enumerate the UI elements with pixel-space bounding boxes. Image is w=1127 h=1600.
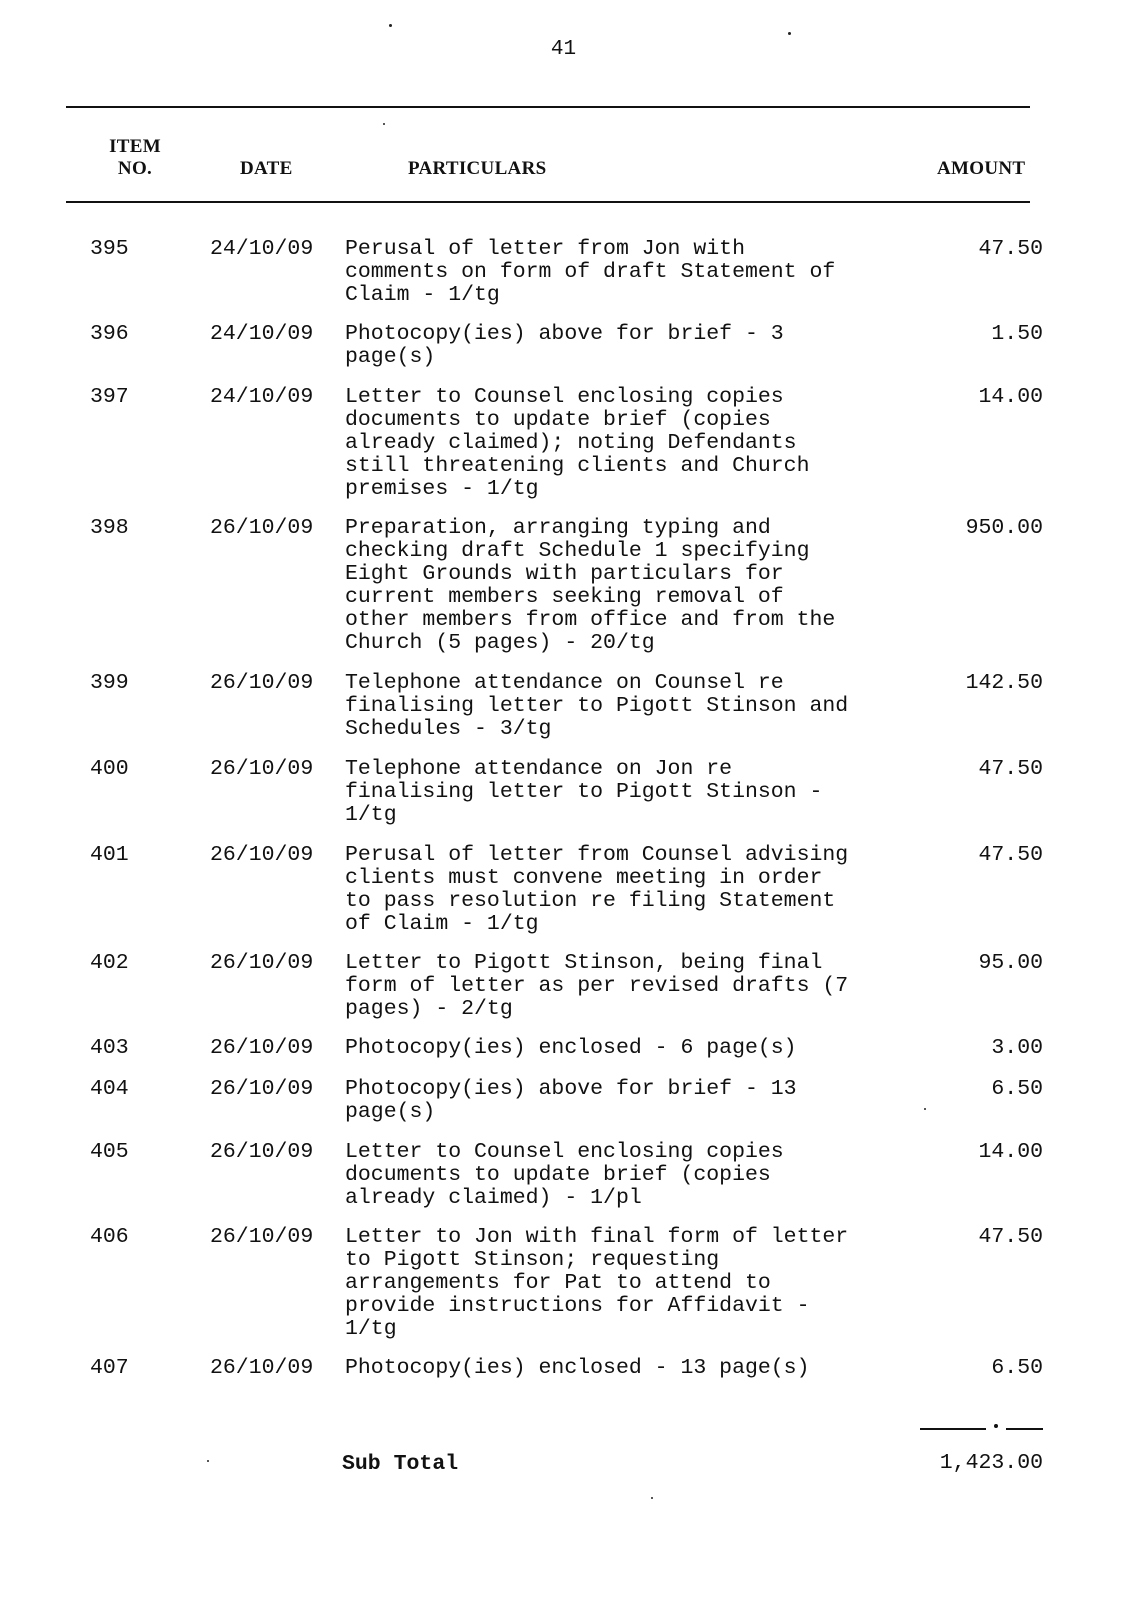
- item-number: 396: [90, 322, 129, 346]
- item-date: 24/10/09: [210, 237, 314, 261]
- item-date: 26/10/09: [210, 516, 314, 540]
- item-number: 400: [90, 757, 129, 781]
- item-date: 26/10/09: [210, 1140, 314, 1164]
- item-amount: 47.50: [978, 237, 1043, 261]
- item-particulars: Letter to Jon with final form of letter to Pigott Stinson; requesting arrangements for Pat to attend to provide instructions for Affidavit - 1/tg: [345, 1225, 849, 1341]
- header-amount: AMOUNT: [937, 158, 1026, 179]
- item-amount: 6.50: [991, 1356, 1043, 1380]
- item-date: 26/10/09: [210, 1356, 314, 1380]
- item-particulars: Photocopy(ies) above for brief - 13 page(s): [345, 1077, 797, 1124]
- item-number: 402: [90, 951, 129, 975]
- item-number: 397: [90, 385, 129, 409]
- item-date: 24/10/09: [210, 322, 314, 346]
- item-amount: 14.00: [978, 1140, 1043, 1164]
- item-number: 401: [90, 843, 129, 867]
- header-item-line1: ITEM: [109, 136, 161, 157]
- subtotal-rule-dot: [994, 1424, 998, 1428]
- item-particulars: Perusal of letter from Counsel advising clients must convene meeting in order to pass resolution re filing Statement of Claim - 1/tg: [345, 843, 849, 936]
- subtotal-rule-end: [1006, 1428, 1043, 1430]
- item-date: 26/10/09: [210, 671, 314, 695]
- scan-speck: [788, 32, 791, 35]
- subtotal-label: Sub Total: [342, 1452, 459, 1476]
- item-particulars: Photocopy(ies) enclosed - 6 page(s): [345, 1036, 797, 1060]
- item-amount: 6.50: [991, 1077, 1043, 1101]
- item-amount: 3.00: [991, 1036, 1043, 1060]
- item-date: 26/10/09: [210, 951, 314, 975]
- item-amount: 142.50: [965, 671, 1043, 695]
- item-amount: 95.00: [978, 951, 1043, 975]
- item-date: 26/10/09: [210, 843, 314, 867]
- header-top-rule: [66, 106, 1030, 108]
- item-number: 405: [90, 1140, 129, 1164]
- header-item-no: [100, 136, 170, 180]
- scan-speck: [207, 1460, 209, 1462]
- item-particulars: Letter to Pigott Stinson, being final form of letter as per revised drafts (7 pages) - 2/tg: [345, 951, 849, 1021]
- header-date: DATE: [240, 158, 293, 179]
- item-particulars: Telephone attendance on Counsel re finalising letter to Pigott Stinson and Schedules - 3/tg: [345, 671, 849, 741]
- item-particulars: Photocopy(ies) enclosed - 13 page(s): [345, 1356, 810, 1380]
- item-amount: 47.50: [978, 1225, 1043, 1249]
- item-amount: 47.50: [978, 843, 1043, 867]
- item-number: 404: [90, 1077, 129, 1101]
- item-number: 395: [90, 237, 129, 261]
- subtotal-amount: 1,423.00: [939, 1451, 1043, 1475]
- item-number: 407: [90, 1356, 129, 1380]
- item-number: 403: [90, 1036, 129, 1060]
- subtotal-rule: [920, 1428, 986, 1430]
- scan-speck: [389, 24, 392, 27]
- header-item-line2: NO.: [117, 158, 153, 179]
- item-amount: 1.50: [991, 322, 1043, 346]
- item-number: 406: [90, 1225, 129, 1249]
- item-number: 399: [90, 671, 129, 695]
- page-number: 41: [550, 38, 577, 61]
- item-amount: 14.00: [978, 385, 1043, 409]
- header-bottom-rule: [66, 201, 1030, 203]
- scan-speck: [651, 1497, 653, 1499]
- header-particulars: PARTICULARS: [408, 158, 547, 179]
- item-amount: 950.00: [965, 516, 1043, 540]
- item-date: 24/10/09: [210, 385, 314, 409]
- item-number: 398: [90, 516, 129, 540]
- scan-speck: [924, 1108, 926, 1110]
- scan-speck: [383, 123, 385, 125]
- item-particulars: Telephone attendance on Jon re finalising letter to Pigott Stinson - 1/tg: [345, 757, 823, 827]
- item-date: 26/10/09: [210, 1077, 314, 1101]
- item-particulars: Letter to Counsel enclosing copies documents to update brief (copies already claimed); noting Defendants still threatening clients and Church premises - 1/tg: [345, 385, 810, 501]
- item-date: 26/10/09: [210, 1036, 314, 1060]
- item-date: 26/10/09: [210, 757, 314, 781]
- item-amount: 47.50: [978, 757, 1043, 781]
- item-particulars: Letter to Counsel enclosing copies documents to update brief (copies already claimed) - 1/pl: [345, 1140, 784, 1210]
- item-date: 26/10/09: [210, 1225, 314, 1249]
- item-particulars: Preparation, arranging typing and checking draft Schedule 1 specifying Eight Grounds with particulars for current members seeking removal of other members from office and from the Church (5 pages) - 20/tg: [345, 516, 836, 655]
- item-particulars: Photocopy(ies) above for brief - 3 page(s): [345, 322, 784, 369]
- item-particulars: Perusal of letter from Jon with comments on form of draft Statement of Claim - 1/tg: [345, 237, 836, 307]
